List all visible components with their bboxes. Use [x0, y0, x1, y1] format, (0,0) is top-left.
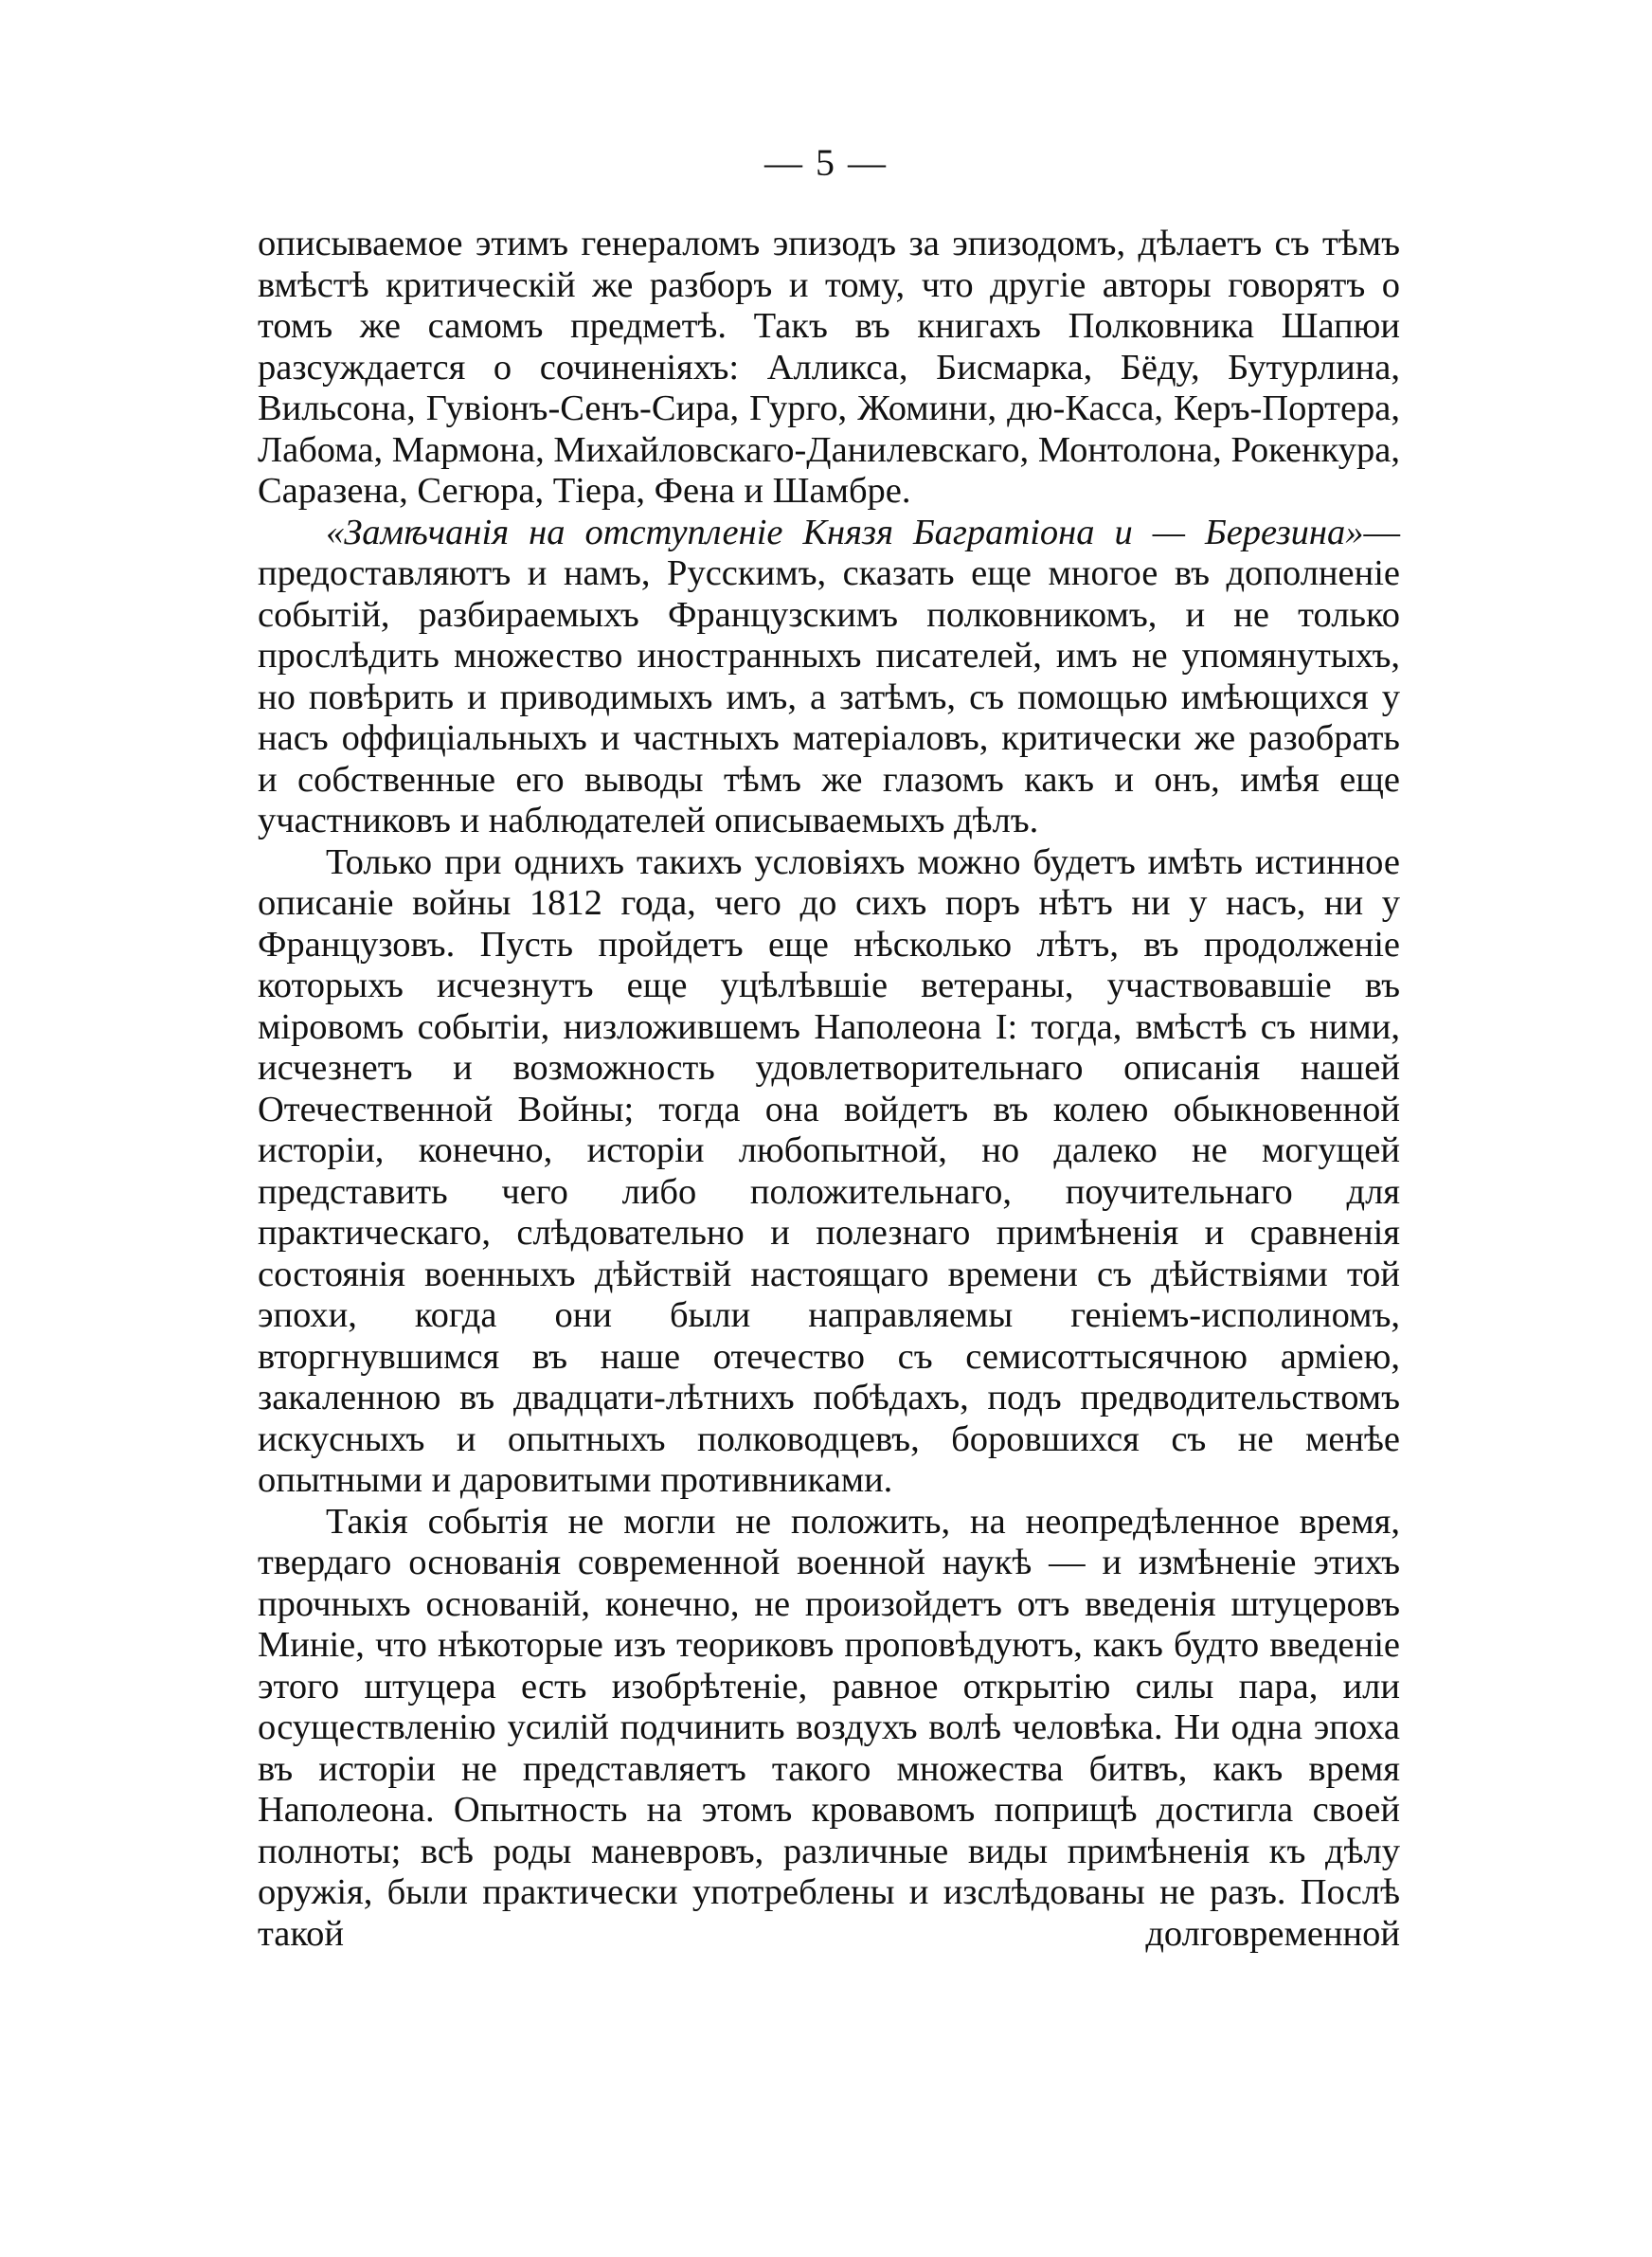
italic-title-reference: «Замѣчанія на отступленіе Князя Багратіона и — Березина» — [326, 512, 1364, 552]
body-text — [258, 224, 1400, 1955]
paragraph-2-body: —предоставляютъ и намъ, Русскимъ, сказать еще многое въ дополненіе событій, разбираемыхъ Французскимъ полковникомъ, и не только прослѣдить множество иностранныхъ писателей, имъ не упомянутыхъ, но повѣрить и приводимыхъ имъ, а затѣмъ, съ помощью имѣющихся у насъ оффиціальныхъ и частныхъ матеріаловъ, критически же разобрать и собственные его выводы тѣмъ же глазомъ какъ и онъ, имѣя еще участниковъ и наблюдателей описываемыхъ дѣлъ. — [258, 512, 1400, 840]
paragraph-2 — [258, 513, 1400, 842]
page-number: — 5 — — [764, 141, 888, 184]
paragraph-4: Такія событія не могли не положить, на неопредѣленное время, твердаго основанія современной военной наукѣ — и измѣненіе этихъ прочныхъ основаній, конечно, не произойдетъ отъ введенія штуцеровъ Миніе, что нѣкоторые изъ теориковъ проповѣдуютъ, какъ будто введеніе этого штуцера есть изобрѣтеніе, равное открытію силы пара, или осуществленію усилій подчинить воздухъ волѣ человѣка. Ни одна эпоха въ исторіи не представляетъ такого множества битвъ, какъ время Наполеона. Опытность на этомъ кровавомъ поприщѣ достигла своей полноты; всѣ роды маневровъ, различные виды примѣненія къ дѣлу оружія, были практически употреблены и изслѣдованы не разъ. Послѣ такой долговременной — [258, 1501, 1400, 1954]
paragraph-3: Только при однихъ такихъ условіяхъ можно будетъ имѣть истинное описаніе войны 1812 года, чего до сихъ поръ нѣтъ ни у насъ, ни у Французовъ. Пусть пройдетъ еще нѣсколько лѣтъ, въ продолженіе которыхъ исчезнутъ еще уцѣлѣвшіе ветераны, участвовавшіе въ міровомъ событіи, низложившемъ Наполеона I: тогда, вмѣстѣ съ ними, исчезнетъ и возможность удовлетворительнаго описанія нашей Отечественной Войны; тогда она войдетъ въ колею обыкновенной исторіи, конечно, исторіи любопытной, но далеко не могущей представить чего либо положительнаго, поучительнаго для практическаго, слѣдовательно и полезнаго примѣненія и сравненія состоянія военныхъ дѣйствій настоящаго времени съ дѣйствіями той эпохи, когда они были направляемы геніемъ-исполиномъ, вторгнувшимся въ наше отечество съ семисоттысячною арміею, закаленною въ двадцати-лѣтнихъ побѣдахъ, подъ предводительствомъ искусныхъ и опытныхъ полководцевъ, боровшихся съ не менѣе опытными и даровитыми противниками. — [258, 841, 1400, 1500]
paragraph-1: описываемое этимъ генераломъ эпизодъ за эпизодомъ, дѣлаетъ съ тѣмъ вмѣстѣ критическій же разборъ и тому, что другіе авторы говорятъ о томъ же самомъ предметѣ. Такъ въ книгахъ Полковника Шапюи разсуждается о сочиненіяхъ: Алликса, Бисмарка, Бёду, Бутурлина, Вильсона, Гувіонъ-Сенъ-Сира, Гурго, Жомини, дю-Касса, Керъ-Портера, Лабома, Мармона, Михайловскаго-Данилевскаго, Монтолона, Рокенкура, Саразена, Сегюра, Тіера, Фена и Шамбре. — [258, 224, 1400, 511]
